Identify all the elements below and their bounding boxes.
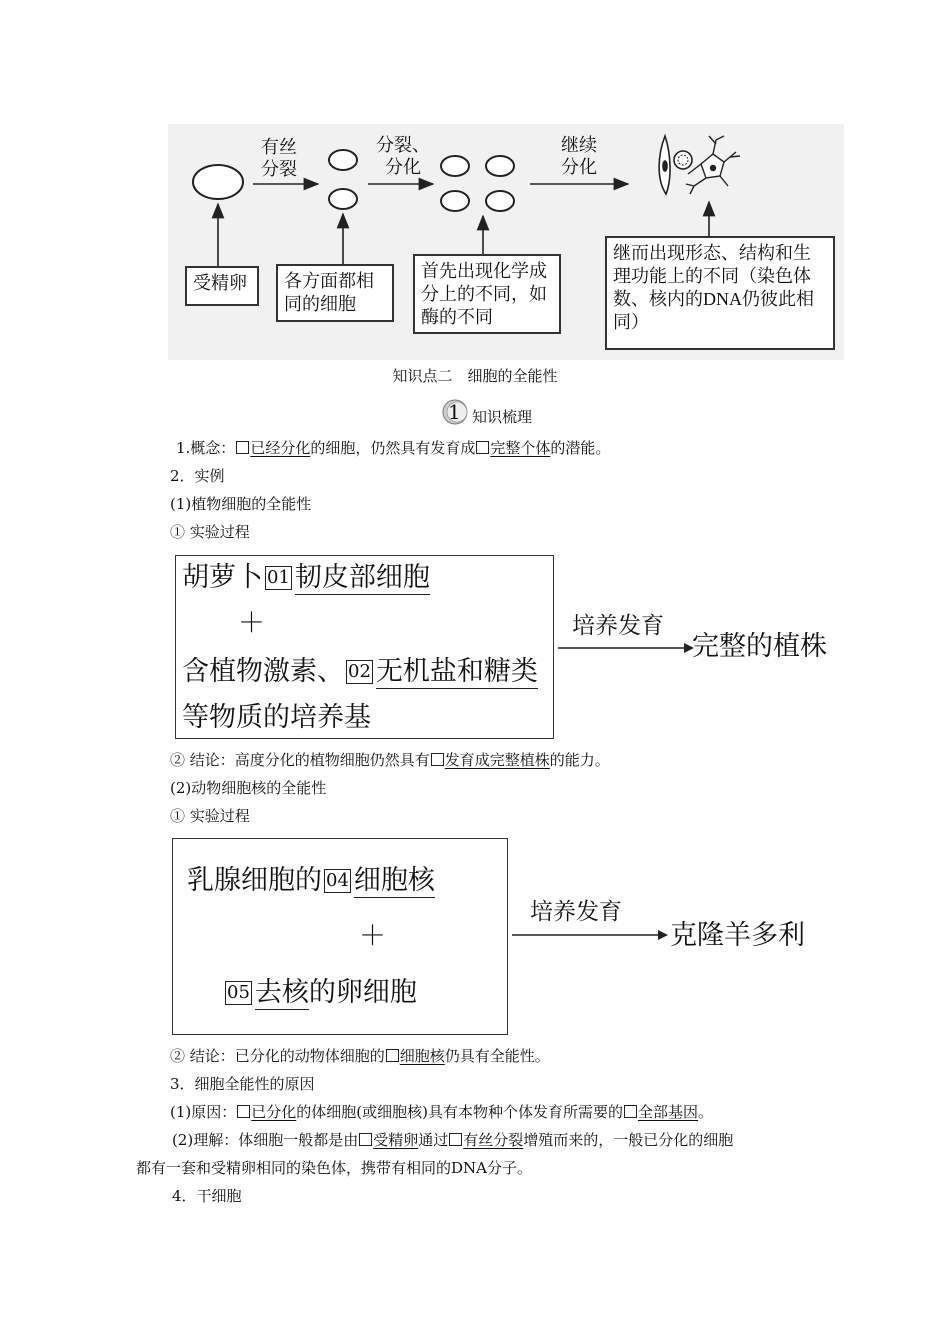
reason-paragraph (170, 1102, 713, 1122)
blank-box (476, 441, 489, 454)
plant-line1-prefix: 胡萝卜 (182, 562, 263, 593)
plant-arrow (556, 610, 696, 660)
concept-fill-2: 完整个体 (490, 439, 551, 457)
cell-4b (486, 156, 514, 176)
concept-lead: 1.概念： (176, 439, 236, 457)
animal-result: 克隆羊多利 (670, 920, 805, 951)
box-morphology-differences: 继而出现形态、结构和生理功能上的不同（染色体数、核内的DNA仍彼此相同） (605, 236, 835, 350)
animal-line1-prefix: 乳腺细胞的 (187, 865, 322, 896)
box-chemical-differences: 首先出现化学成分上的不同，如酶的不同 (413, 254, 561, 334)
animal-conclusion (170, 1046, 550, 1066)
plant-result: 完整的植株 (692, 631, 827, 662)
animal-arrow-line-icon (510, 896, 670, 946)
animal-line-1 (187, 865, 435, 897)
animal-process-heading: ① 实验过程 (170, 807, 250, 825)
arrow1-label-bottom: 分裂 (261, 159, 297, 179)
examples-heading: 2．实例 (170, 467, 225, 485)
plant-conclusion (170, 750, 610, 770)
cell-2b (329, 189, 357, 209)
box-zygote: 受精卵 (185, 266, 259, 306)
blank-box (359, 1133, 372, 1146)
plant-line-4: 等物质的培养基 (182, 702, 371, 733)
blank-box (237, 1105, 250, 1118)
blank-box (236, 441, 249, 454)
understanding-lead: (2)理解：体细胞一般都是由 (172, 1131, 359, 1149)
cell-4d (486, 191, 514, 211)
arrow3-label-bottom: 分化 (561, 157, 597, 177)
reason-fill-1: 已分化 (251, 1103, 297, 1121)
animal-totipotency-heading: (2)动物细胞核的全能性 (170, 779, 327, 797)
blank-box (431, 753, 444, 766)
animal-arrow-label: 培养发育 (530, 899, 622, 925)
cell-4a (441, 156, 469, 176)
animal-experiment-box (172, 838, 508, 1035)
understanding-continued: 都有一套和受精卵相同的染色体，携带有相同的DNA分子。 (136, 1159, 532, 1177)
concept-fill-1: 已经分化 (250, 439, 311, 457)
animal-line-3 (223, 977, 417, 1009)
reason-lead: (1)原因： (170, 1103, 237, 1121)
blank-box (449, 1133, 462, 1146)
animal-conclusion-lead: ② 结论：已分化的动物体细胞的 (170, 1047, 385, 1065)
plant-arrow-line-icon (556, 610, 696, 660)
arrow2-label-top: 分裂、 (376, 135, 430, 155)
arrow3-label-top: 继续 (561, 135, 597, 155)
plant-number-02: 02 (348, 661, 371, 682)
plant-fill-salts-sugars: 无机盐和糖类 (375, 656, 538, 687)
plant-arrow-label: 培养发育 (572, 613, 664, 639)
animal-number-04: 04 (326, 870, 349, 891)
arrow1-label (258, 136, 300, 180)
animal-conclusion-tail: 仍具有全能性。 (444, 1047, 550, 1065)
concept-mid: 的细胞，仍然具有发育成 (310, 439, 476, 457)
animal-plus: ＋ (359, 921, 386, 952)
zygote-cell (193, 165, 243, 199)
concept-tail: 的潜能。 (550, 439, 611, 457)
animal-arrow (510, 896, 670, 946)
understanding-mid: 通过 (418, 1131, 449, 1149)
plant-experiment-box (175, 555, 554, 739)
plant-conclusion-lead: ② 结论：高度分化的植物细胞仍然具有 (170, 751, 430, 769)
arrow2-label (375, 134, 431, 178)
plant-line3-prefix: 含植物激素、 (182, 656, 344, 687)
section-title: 知识点二 细胞的全能性 (392, 367, 558, 385)
animal-number-05: 05 (227, 982, 250, 1003)
reason-mid: 的体细胞(或细胞核)具有本物种个体发育所需要的 (296, 1103, 623, 1121)
concept-paragraph (176, 438, 610, 458)
arrow1-label-top: 有丝 (261, 137, 297, 157)
box-identical-cells: 各方面都相同的细胞 (276, 264, 394, 322)
cell-2a (329, 150, 357, 170)
animal-line3-tail: 的卵细胞 (308, 977, 417, 1008)
blank-box (624, 1105, 637, 1118)
blank-box (386, 1049, 399, 1062)
red-blood-cell (674, 151, 692, 169)
plant-fill-phloem-cells: 韧皮部细胞 (294, 562, 430, 593)
reason-tail: 。 (698, 1103, 714, 1121)
reason-fill-2: 全部基因 (637, 1103, 698, 1121)
plant-line-1 (182, 562, 430, 594)
stem-cell-heading: 4．干细胞 (172, 1187, 242, 1205)
animal-conclusion-fill: 细胞核 (399, 1047, 445, 1065)
badge-label: 知识梳理 (472, 408, 533, 426)
animal-fill-nucleus: 细胞核 (353, 865, 435, 896)
animal-fill-enucleated: 去核 (254, 977, 309, 1008)
muscle-cell (659, 136, 670, 194)
reason-heading: 3．细胞全能性的原因 (170, 1075, 315, 1093)
plant-line-3 (182, 656, 538, 688)
cell-4c (441, 191, 469, 211)
plant-conclusion-tail: 的能力。 (549, 751, 610, 769)
understanding-fill-1: 受精卵 (373, 1131, 419, 1149)
badge-number: 1 (448, 400, 461, 424)
plant-totipotency-heading: (1)植物细胞的全能性 (170, 495, 312, 513)
arrow3-label (557, 134, 601, 178)
plant-conclusion-fill: 发育成完整植株 (444, 751, 550, 769)
understanding-paragraph (172, 1130, 733, 1150)
plant-plus: ＋ (238, 608, 265, 639)
understanding-tail: 增殖而来的，一般已分化的细胞 (523, 1131, 734, 1149)
arrow2-label-bottom: 分化 (385, 157, 421, 177)
understanding-fill-2: 有丝分裂 (463, 1131, 524, 1149)
plant-process-heading: ① 实验过程 (170, 523, 250, 541)
plant-number-01: 01 (267, 567, 290, 588)
neuron-cell (686, 136, 740, 194)
cell-differentiation-diagram (168, 124, 844, 360)
